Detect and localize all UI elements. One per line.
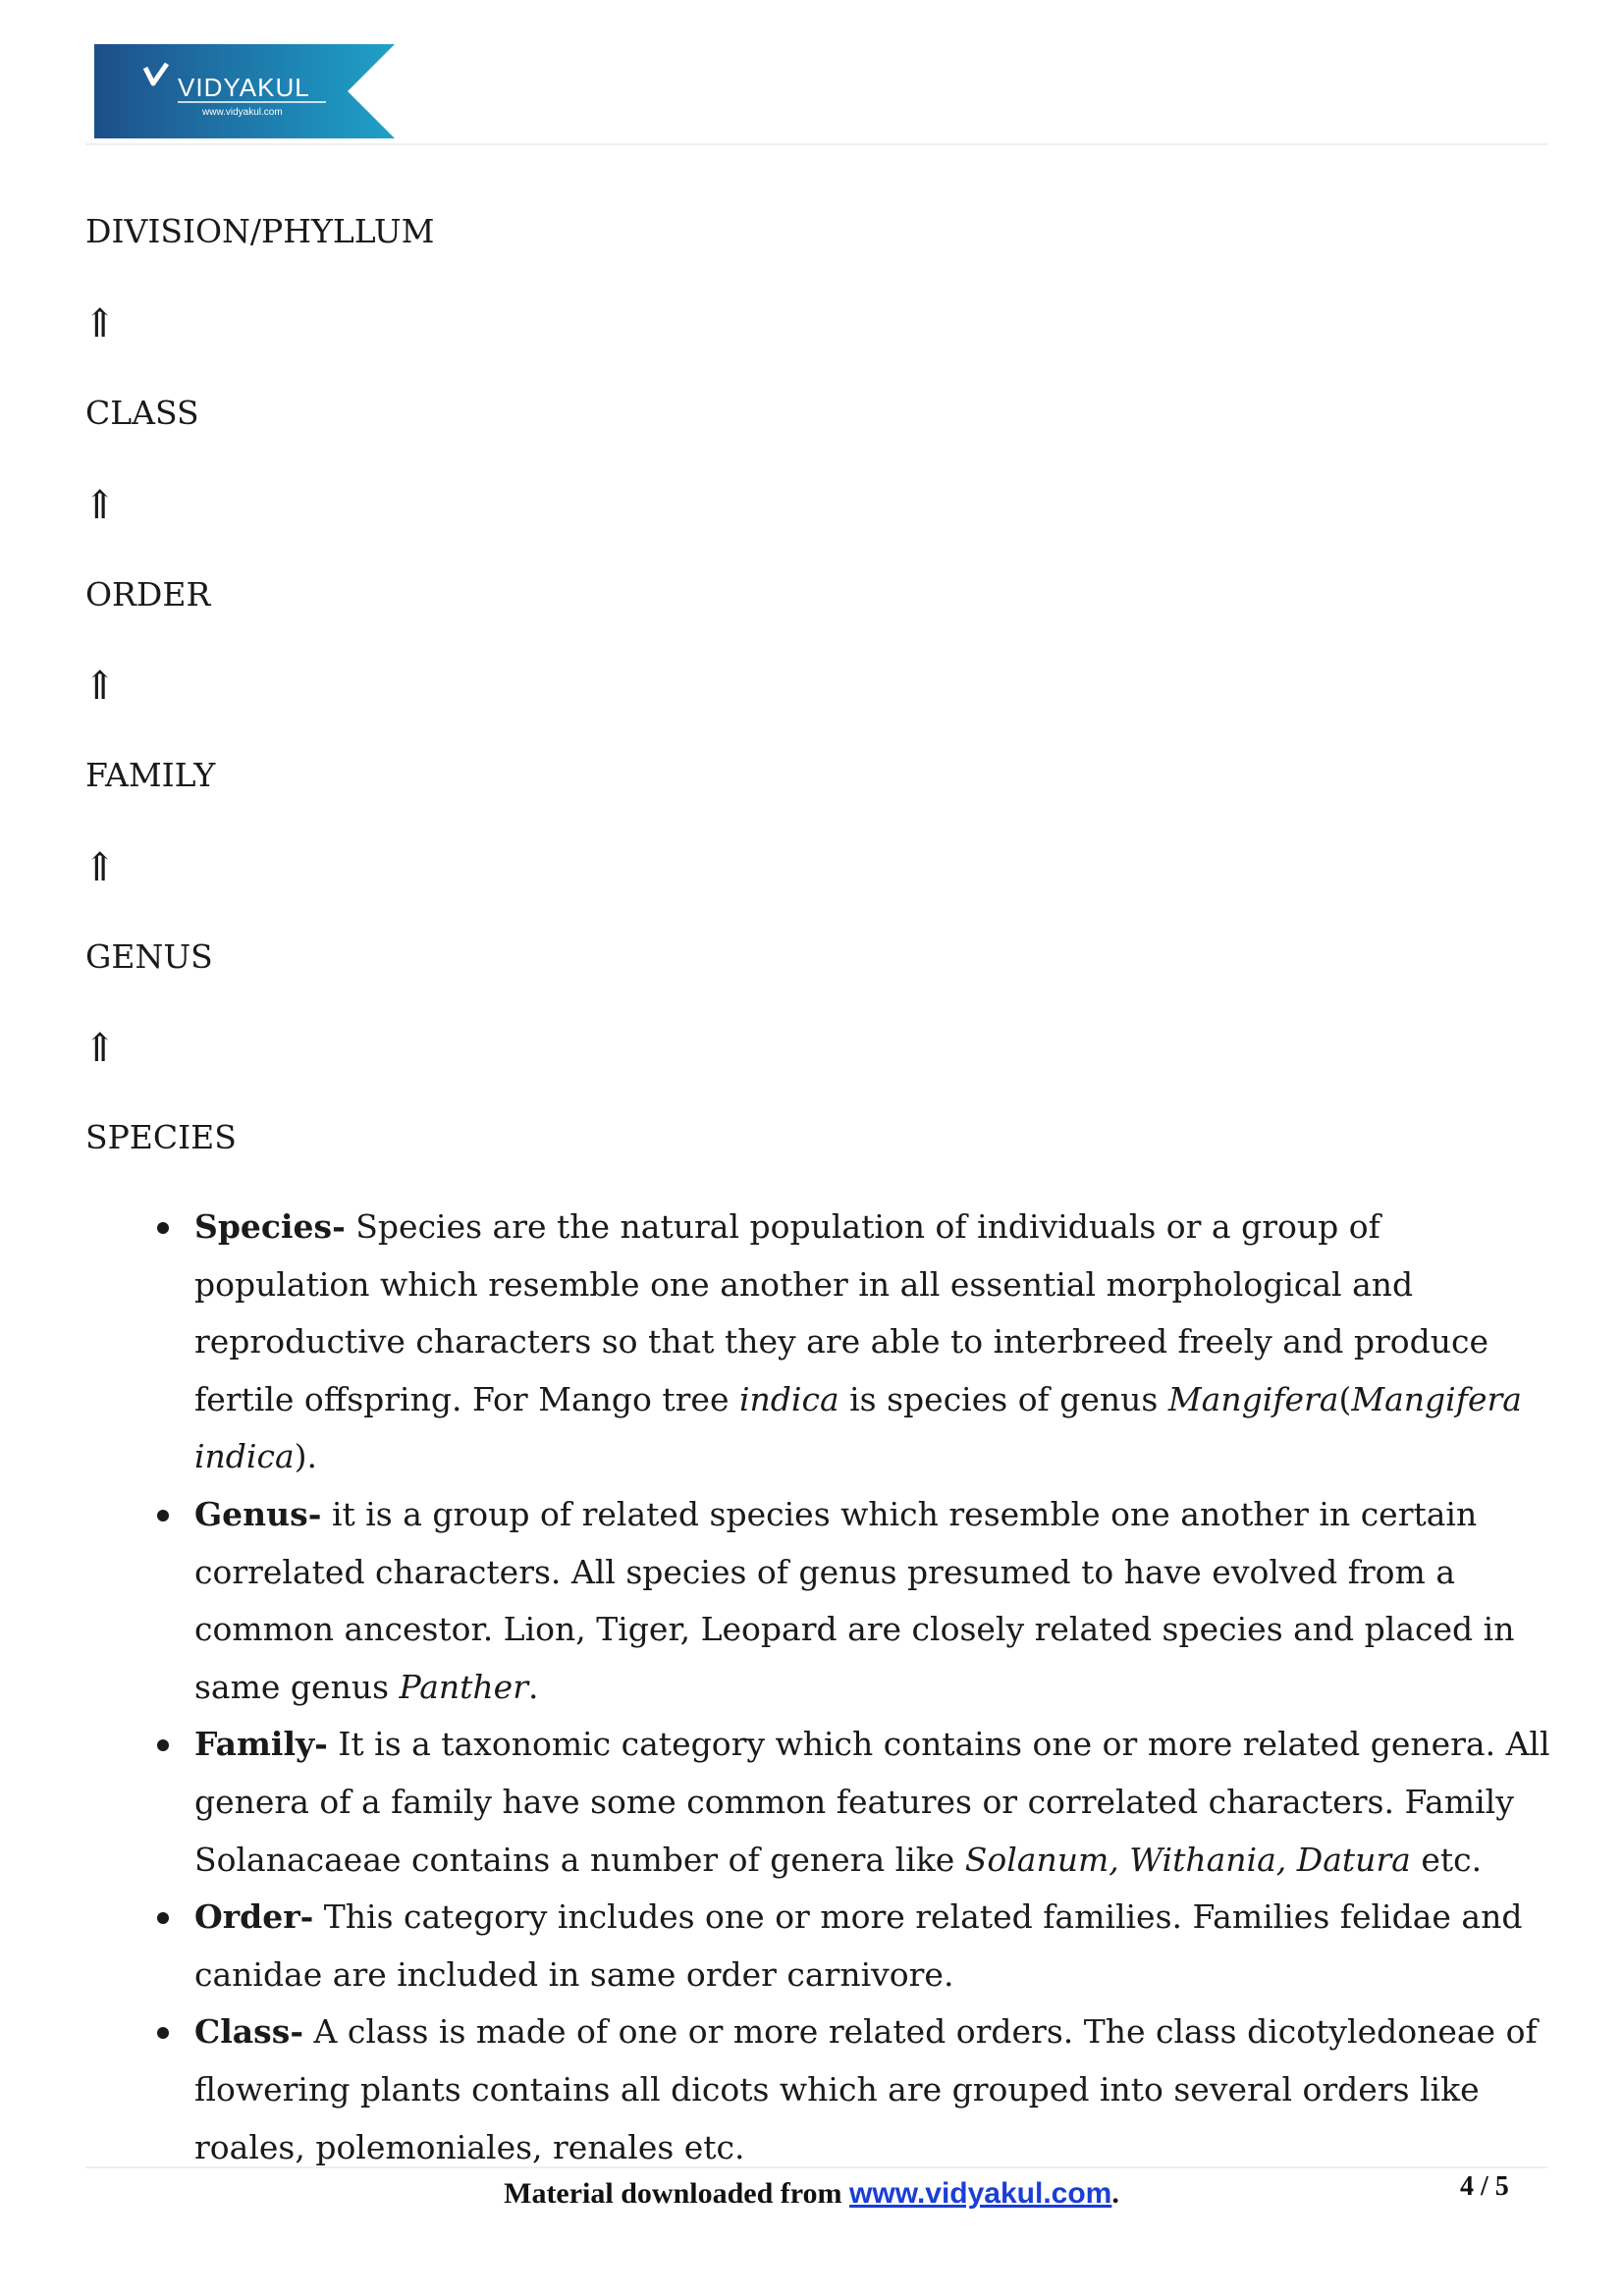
footer-prefix: Material downloaded from	[504, 2177, 850, 2210]
definition-text: A class is made of one or more related orders. The class dicotyledoneae of flowering plants contains all dicots which are grouped into several orders like roales, polemoniales, renales etc.	[194, 2012, 1538, 2166]
footer-note	[0, 2174, 1623, 2214]
footer-link[interactable]: www.vidyakul.com	[849, 2177, 1112, 2210]
up-arrow-icon: ⇑	[83, 664, 117, 709]
page-number: 4 / 5	[1460, 2171, 1509, 2202]
definition-term: Family-	[194, 1725, 328, 1764]
definition-text: .	[527, 1667, 539, 1706]
definition-italic-text: indica	[738, 1379, 839, 1418]
definition-item	[194, 1486, 1559, 1716]
vidyakul-logo	[94, 44, 395, 138]
definition-italic-text: Mangifera indica	[194, 1379, 1522, 1476]
definition-term: Species-	[194, 1207, 346, 1246]
up-arrow-icon: ⇑	[83, 1026, 117, 1071]
up-arrow-icon: ⇑	[83, 845, 117, 890]
hierarchy-family: FAMILY	[85, 756, 216, 794]
definition-item	[194, 1716, 1559, 1889]
definition-item	[194, 2003, 1559, 2176]
definition-text: it is a group of related species which resemble one another in certain correlated characters. All species of genus presumed to have evolved from a common ancestor. Lion, Tiger, Leopard are closely related species and placed in same genus	[194, 1494, 1515, 1706]
hierarchy-genus: GENUS	[85, 937, 213, 976]
definition-term: Genus-	[194, 1494, 322, 1533]
logo-url-text: www.vidyakul.com	[202, 107, 283, 118]
definition-item	[194, 1889, 1559, 2003]
footer-divider	[85, 2166, 1547, 2168]
footer-suffix: .	[1111, 2177, 1119, 2210]
logo-brand-text: VIDYAKUL	[178, 73, 310, 102]
definition-text: Species are the natural population of individuals or a group of population which resemble one another in all essential morphological and reproductive characters so that they are able to interbreed freely and produce fertile offspring. For Mango tree	[194, 1207, 1488, 1418]
definition-term: Order-	[194, 1897, 314, 1937]
header-divider	[85, 143, 1547, 145]
definition-text: (	[1338, 1379, 1352, 1418]
definition-text: ).	[294, 1437, 318, 1476]
definition-italic-text: Panther	[399, 1667, 528, 1706]
definition-text: It is a taxonomic category which contains one or more related genera. All genera of a family have some common features or correlated characters. Family Solanacaeae contains a number of genera like	[194, 1725, 1550, 1879]
definition-item	[194, 1199, 1559, 1486]
definition-text: This category includes one or more related families. Families felidae and canidae are included in same order carnivore.	[194, 1897, 1523, 1994]
up-arrow-icon: ⇑	[83, 301, 117, 347]
definition-italic-text: Solanum, Withania, Datura	[964, 1840, 1411, 1879]
hierarchy-order: ORDER	[85, 575, 211, 614]
hierarchy-class: CLASS	[85, 394, 199, 432]
hierarchy-species: SPECIES	[85, 1118, 237, 1156]
hierarchy-division: DIVISION/PHYLLUM	[85, 212, 435, 250]
definition-text: is species of genus	[839, 1379, 1168, 1418]
definition-italic-text: Mangifera	[1167, 1379, 1339, 1418]
definition-term: Class-	[194, 2012, 304, 2052]
definition-text: etc.	[1410, 1840, 1483, 1879]
up-arrow-icon: ⇑	[83, 483, 117, 528]
definitions-list	[194, 1199, 1559, 2176]
logo-banner	[94, 44, 395, 138]
